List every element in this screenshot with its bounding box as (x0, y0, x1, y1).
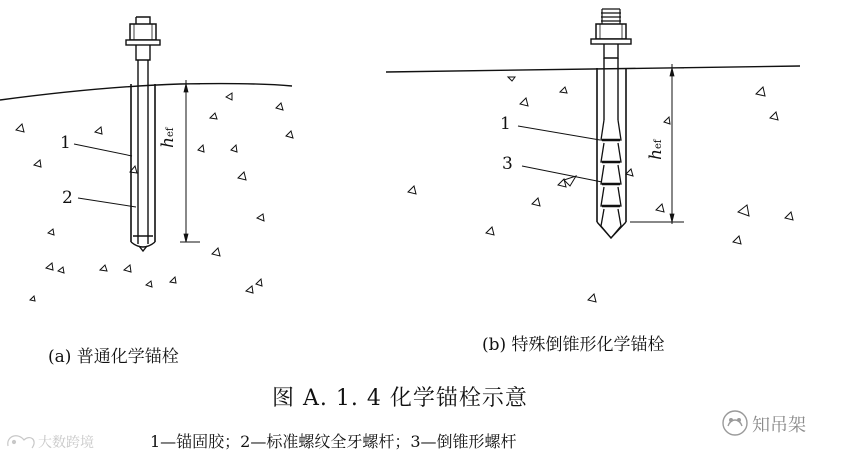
watermark-left-text: 大数跨境 (38, 435, 94, 451)
diagram-b-hef-h: h (646, 149, 666, 160)
diagram-a-caption: (a) 普通化学锚栓 (48, 347, 179, 367)
diagram-b-leader-3 (522, 166, 602, 182)
figure-legend: 1—锚固胶；2—标准螺纹全牙螺杆；3—倒锥形螺杆 (150, 432, 517, 451)
diagram-a-hef-h: h (158, 137, 178, 148)
diagram-b-drill-hole (597, 68, 626, 222)
diagram-b-washer (591, 39, 631, 44)
diagram-b-cones (601, 120, 621, 238)
watermark-right-icon (723, 411, 747, 435)
diagram-b-thread-top (601, 9, 621, 24)
diagram-a-drill-hole (131, 84, 155, 242)
diagram-b-cone-rod (604, 58, 618, 120)
diagram-b-nut (596, 24, 626, 39)
diagram-b-surface-line (386, 66, 800, 72)
figure-title: 图 A. 1. 4 化学锚栓示意 (272, 386, 528, 411)
diagram-a-washer (126, 40, 160, 45)
diagram-a-callout-2: 2 (62, 188, 73, 208)
diagram-b-drawing (386, 9, 800, 302)
diagram-a-threaded-rod (138, 60, 148, 244)
diagram-b-aggregate (408, 77, 793, 302)
diagram-b-hef-label (646, 139, 666, 160)
diagram-a-drawing (0, 17, 293, 301)
watermark-right-text: 知吊架 (752, 415, 806, 436)
diagram-b-hef-sub: ef (653, 139, 664, 150)
diagram-a-callout-1: 1 (60, 133, 71, 153)
diagram-a-hef-label (158, 127, 178, 148)
watermark-left-icon (8, 436, 34, 448)
diagram-b-caption: (b) 特殊倒锥形化学锚栓 (482, 335, 665, 355)
diagram-a-leader-1 (74, 144, 132, 156)
diagram-a-leader-2 (78, 198, 136, 207)
diagram-a-hef-dimension (180, 80, 200, 242)
diagram-b-leader-1 (518, 126, 600, 140)
diagram-b-callout-3: 3 (502, 154, 513, 174)
diagram-a-surface-line (0, 84, 292, 100)
diagram-a-hef-sub: ef (165, 127, 176, 138)
diagram-b-callout-1: 1 (500, 114, 511, 134)
